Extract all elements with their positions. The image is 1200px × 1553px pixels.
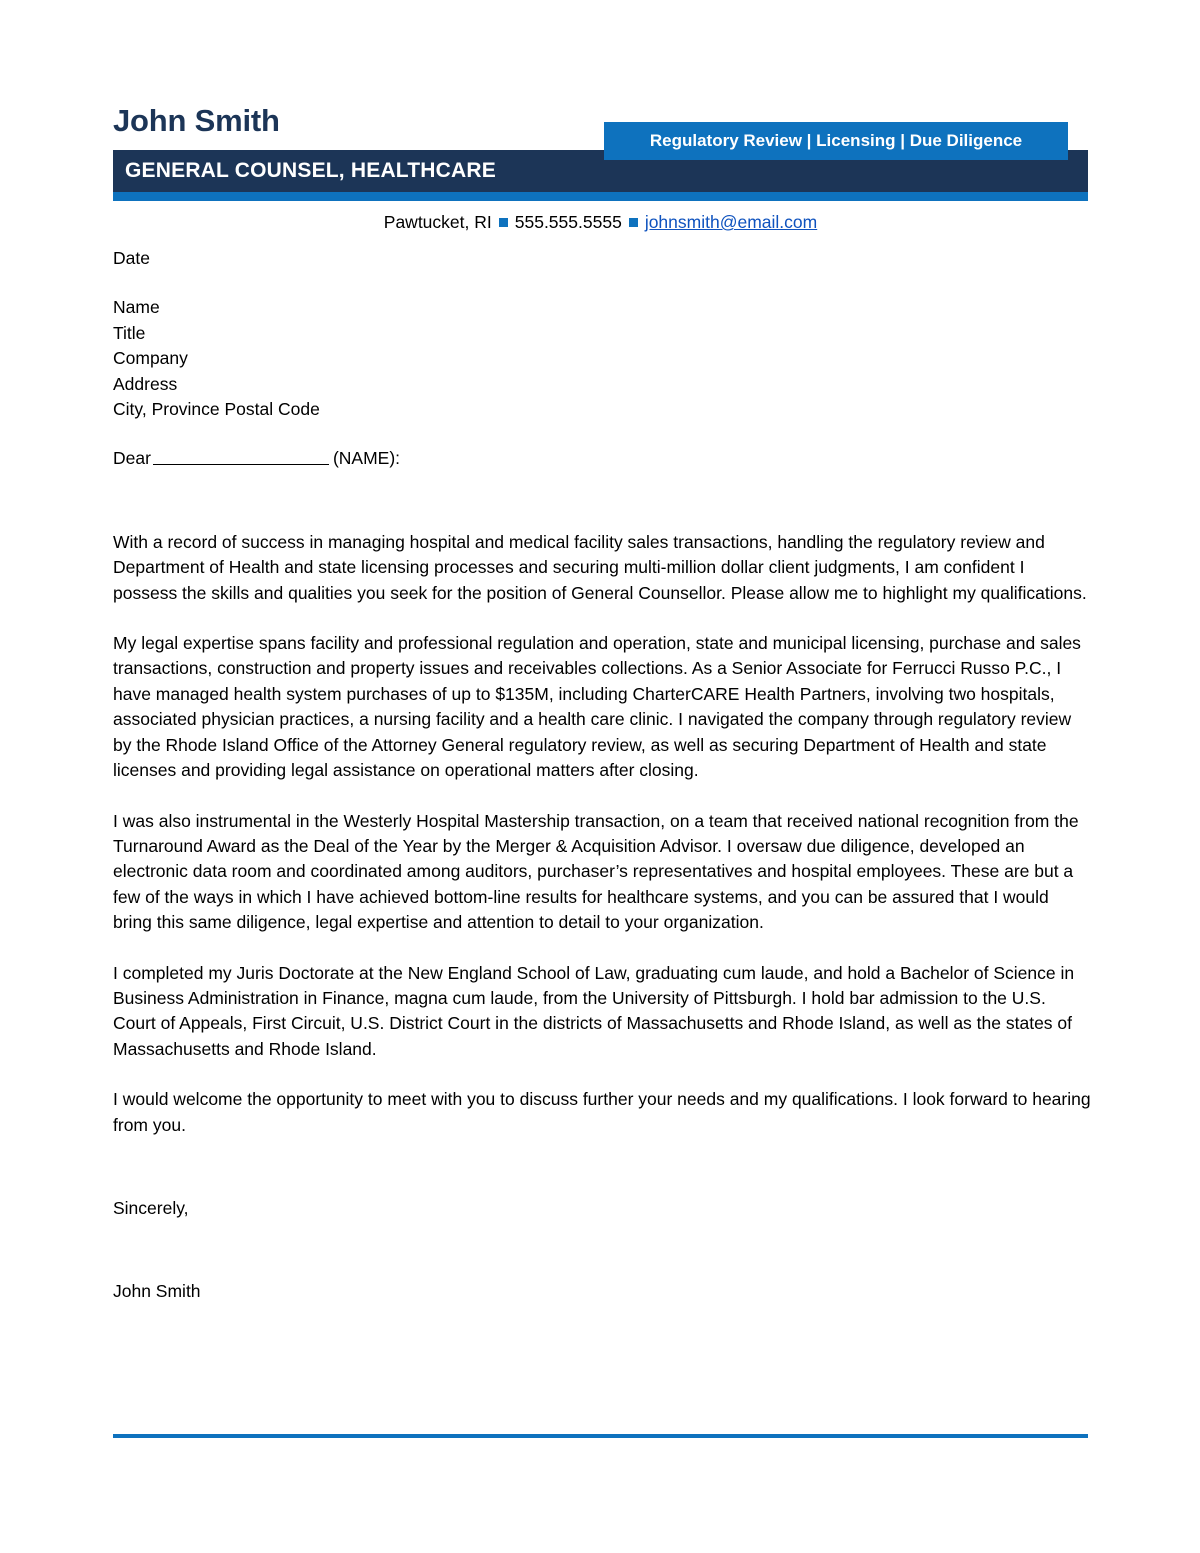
contact-location: Pawtucket, RI <box>383 212 492 232</box>
salutation-suffix: (NAME): <box>332 448 401 469</box>
square-separator-icon <box>499 218 508 227</box>
salutation-prefix: Dear <box>113 448 151 469</box>
recipient-title: Title <box>113 322 146 343</box>
body-paragraph: I completed my Juris Doctorate at the New England School of Law, graduating cum laude, and hold a Bachelor of Science in Business Administration in Finance, magna cum laude, from the University of Pittsburgh. I hold bar admission to the U.S. Court of Appeals, First Circuit, U.S. District Court in the districts of Massachusetts and Rhode Island, as well as the states of Massachusetts and Rhode Island. <box>113 962 1075 1059</box>
contact-email-link[interactable]: johnsmith@email.com <box>644 212 818 232</box>
contact-phone: 555.555.5555 <box>514 212 622 232</box>
recipient-city-line: City, Province Postal Code <box>113 399 320 420</box>
spacer <box>113 606 1091 631</box>
salutation-line <box>113 446 1091 471</box>
date-placeholder: Date <box>113 248 150 268</box>
spacer <box>113 1138 1091 1196</box>
spacer <box>113 936 1091 961</box>
recipient-address: Address <box>113 373 178 394</box>
job-title-text: GENERAL COUNSEL, HEALTHCARE <box>125 159 496 182</box>
salutation-blank-field[interactable] <box>153 464 329 465</box>
letterhead-header <box>0 0 1200 205</box>
tagline-box <box>604 122 1068 160</box>
spacer <box>113 422 1091 446</box>
letter-body <box>113 246 1091 1305</box>
body-paragraph: I would welcome the opportunity to meet with you to discuss further your needs and my qualifications. I look forward to hearing from you. <box>113 1089 1091 1135</box>
signature-name: John Smith <box>113 1281 201 1302</box>
tagline-text: Regulatory Review | Licensing | Due Diligence <box>649 131 1023 150</box>
spacer <box>113 271 1091 295</box>
body-paragraph: My legal expertise spans facility and professional regulation and operation, state and municipal licensing, purchase and sales transactions, construction and property issues and receivables collections. As a Senior Associate for Ferrucci Russo P.C., I have managed health system purchases of up to $135M, including CharterCARE Health Partners, involving two hospitals, associated physician practices, a nursing facility and a health care clinic. I navigated the company through regulatory review by the Rhode Island Office of the Attorney General regulatory review, as well as securing Department of Health and state licenses and providing legal assistance on operational matters after closing. <box>113 633 1081 781</box>
contact-line <box>113 212 1088 233</box>
spacer <box>113 784 1091 809</box>
spacer <box>113 472 1091 530</box>
recipient-company: Company <box>113 348 188 369</box>
body-paragraph: With a record of success in managing hospital and medical facility sales transactions, handling the regulatory review and Department of Health and state licensing processes and securing multi-million dollar client judgments, I am confident I possess the skills and qualities you seek for the position of General Counsellor. Please allow me to highlight my qualifications. <box>113 531 1087 603</box>
header-accent-bar <box>113 192 1088 201</box>
closing-salutation: Sincerely, <box>113 1197 189 1218</box>
page-title: John Smith <box>113 103 280 138</box>
spacer <box>113 1062 1091 1087</box>
spacer <box>113 1221 1091 1279</box>
square-separator-icon <box>629 218 638 227</box>
recipient-name: Name <box>113 297 160 318</box>
footer-accent-rule <box>113 1434 1088 1438</box>
body-paragraph: I was also instrumental in the Westerly Hospital Mastership transaction, on a team that received national recognition from the Turnaround Award as the Deal of the Year by the Merger & Acquisition Advisor. I oversaw due diligence, developed an electronic data room and coordinated among auditors, purchaser’s representatives and hospital employees. These are but a few of the ways in which I have achieved bottom-line results for healthcare systems, and you can be assured that I would bring this same diligence, legal expertise and attention to detail to your organization. <box>113 810 1079 933</box>
